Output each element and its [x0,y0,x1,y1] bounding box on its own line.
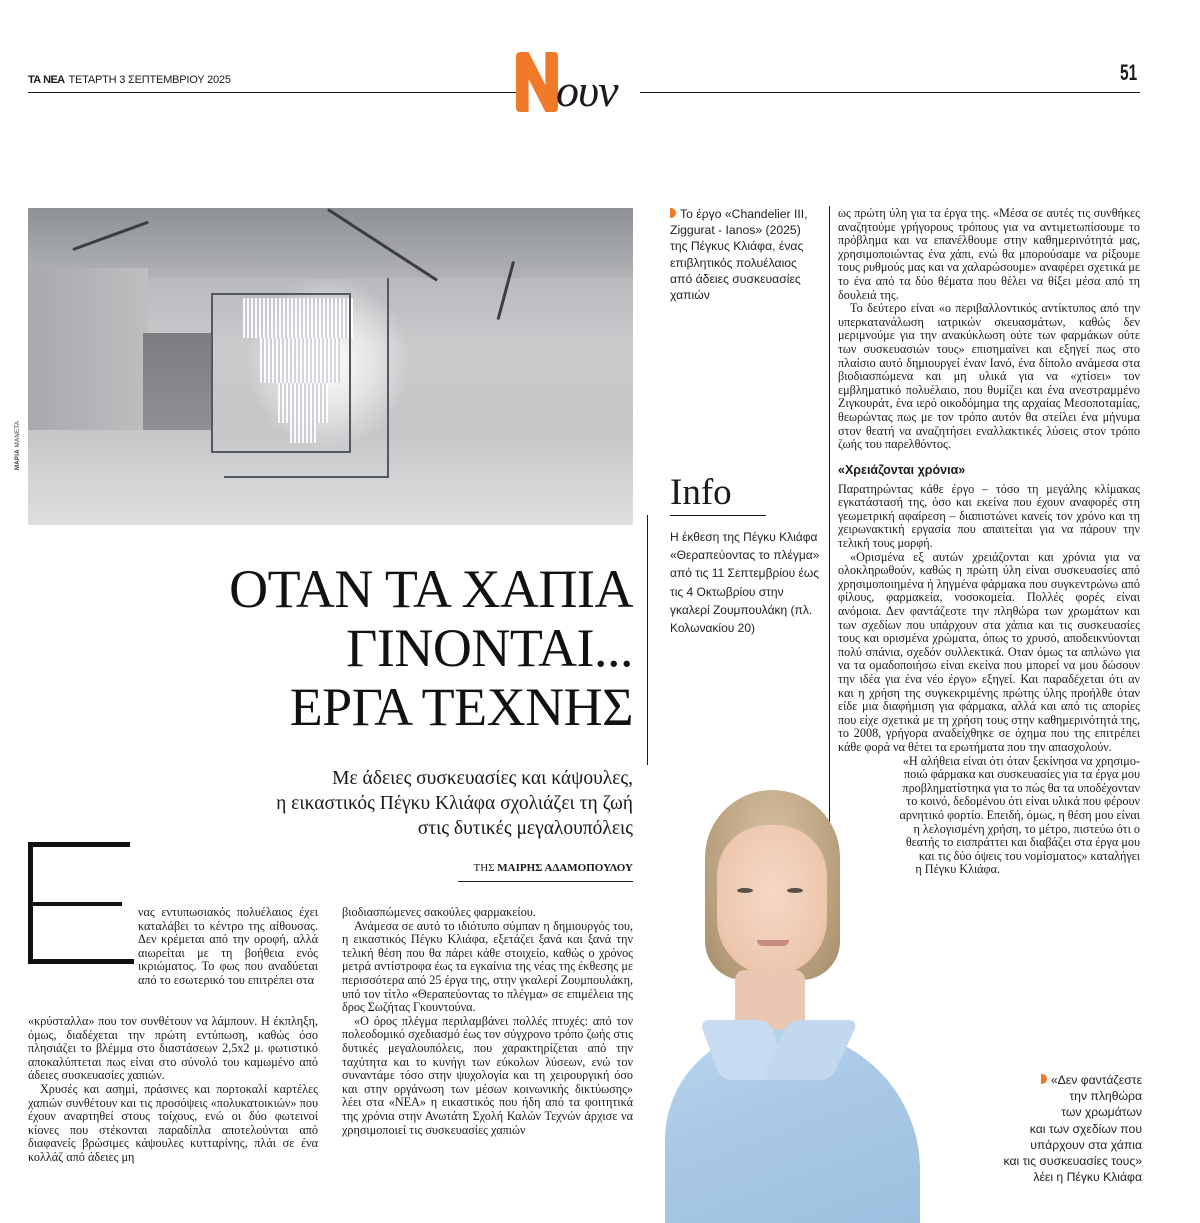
headline-line: ΟΤΑΝ ΤΑ ΧΑΠΙΑ [229,559,633,619]
column-divider [829,206,830,666]
issue-date: ΤΕΤΑΡΤΗ 3 ΣΕΠΤΕΜΒΡΙΟΥ 2025 [68,74,231,86]
body-line: και τις δύο όψεις του νομίσματος» καταλήγει [918,848,1140,863]
caption-text: Το έργο «Chandelier III, Ziggurat - Ianos» (2025) της Πέγκυς Κλιάφα, ένας επιβλητικός πολυέλαιος από άδειες συσκευασίες χαπιών [670,207,808,303]
pull-quote-line: και των σχεδίων που [1029,1121,1142,1136]
byline-author: ΜΑΙΡΗΣ ΑΔΑΜΟΠΟΥΛΟΥ [497,862,633,874]
body-line: θεατής το εισπράττει και διαβάζει στα έργα μου [905,835,1140,850]
pull-quote-line: «Δεν φαντάζεστε [1050,1073,1142,1087]
photo-credit-first: ΜΑΡΙΑ [15,449,21,470]
subheading: «Χρειάζονται χρόνια» [838,462,966,477]
info-text: Η έκθεση της Πέγκυ Κλιάφα «Θεραπεύοντας το πλέγμα» από τις 11 Σεπτεμβρίου έως τις 4 Οκτωβρίου στην γκαλερί Ζουμπουλάκη (πλ. Κολωνακίου 20) [670,530,820,636]
pull-quote-line: λέει η Πέγκυ Κλιάφα [1033,1170,1142,1185]
pull-quote [940,1072,1142,1185]
body-paragraph: «Ορισμένα εξ αυτών χρειάζονται και χρόνια για να ολοκληρωθούν, καθώς η πρώτη ύλη είναι συσκευασίες από χρησιμοποιημένα ή ληγμένα φάρμακα που συγκεντρώνω από φίλους, φαρμακεία, νοσοκομεία. Πολλές φορές είναι ανόμοια. Δεν φαντάζεστε την πληθώρα των χρωμάτων και των σχεδίων που υπάρχουν στα χάπια και τις συσκευασίες τους και ορισμένα χρώματα, όπως το χρυσό, αποδεικνύονται πολύ σπάνια, σχεδόν συλλεκτικά. Οταν όμως τα απλώνω για να τα ομαδοποιήσω είναι εκείνα που μπορεί να μου δώσουν την ιδέα για ένα νέο έργο» εξηγεί. Και παραδέχεται ότι αν και η χρήση της συγκεκριμένης πρώτης ύλης προήλθε όταν είδε μια διαφήμιση για φάρμακα, αλλά και από τις απορίες που είχε σχετικά με τη χρήση τους στην καθημερινότητά της, το 2008, γρήγορα αναδείχθηκε σε όχημα που της επιτρέπει κάθε φορά να θέτει τα ερωτήματα που την απασχολούν. [838,549,1140,754]
portrait-eye [737,888,753,893]
orange-bullet-icon [670,208,676,218]
body-paragraph: «Ο όρος πλέγμα περιλαμβάνει πολλές πτυχές: από τον πολεοδομικό σχεδιασμό έως τον σύγχρονο τρόπο ζωής στις δυτικές μεγαλουπόλεις, που χαρακτηρίζεται από την ταχύτητα και το κυνήγι των εύκολων λύσεων, ενώ τον συναντάμε τόσο στην ψυχολογία και τη χειρουργική όσο και στην οργάνωση των μέσων κοινωνικής δικτύωσης» λέει στα «ΝΕΑ» η εικαστικός που ήδη από τα φοιτητικά της χρόνια στην Ανωτάτη Σχολή Καλών Τεχνών άρχισε να χρησιμοποιεί τις συσκευασίες χαπιών [342,1013,633,1137]
orange-bullet-icon [1041,1074,1047,1084]
pull-quote-line: την πληθώρα [1069,1089,1142,1104]
standfirst [150,766,633,841]
byline [330,862,633,874]
pull-quote-line: υπάρχουν στα χάπια [1030,1137,1142,1152]
body-paragraph: «κρύσταλλα» που τον συνθέτουν να λάμπουν. Η έκπληξη, όμως, διαδέχεται την πρώτη εντύπωση, καθώς όσο πλησιάζει το βλέμμα στο διαστάσεων 2,5x2 μ. φωτιστικό αποκαλύπτεται πως είναι στο σύνολό του καμωμένο από άδειες συσκευασίες χαπιών. [28,1014,318,1083]
drop-cap-stroke [28,902,122,906]
body-column-1-lead [138,906,318,988]
headline-line: ΓΙΝΟΝΤΑΙ... [346,618,633,678]
body-column-3 [838,207,1140,877]
standfirst-line: η εικαστικός Πέγκυ Κλιάφα σχολιάζει τη ζωή [276,793,633,814]
pull-quote-line: και τις συσκευασίες τους» [1003,1154,1142,1169]
info-title: Info [670,472,732,513]
body-paragraph: βιοδιασπώμενες σακούλες φαρμακείου. [342,905,536,919]
body-column-1 [28,1015,318,1165]
info-rule [670,515,766,516]
photo-doorway [143,333,213,433]
photo-caption [670,206,820,303]
section-logo [516,52,656,116]
body-column-2 [342,906,633,1137]
section-logo-n-mark [516,52,558,112]
body-paragraph: νας εντυπωσιακός πολυέλαιος έχει καταλάβει το κέντρο της αίθουσας. Δεν κρέμεται από την οροφή, αλλά αιωρείται με τη βοήθεια ενός ικριώματος. Το φως που αναδύεται από το εσωτερικό του επιτρέπει στα [138,905,318,987]
drop-cap-stroke [28,959,134,964]
header-rule-left [28,92,526,93]
masthead-dateline [28,74,231,86]
scaffold-frame [224,278,389,478]
column-divider [647,515,648,765]
body-line: η Πέγκυ Κλιάφα. [915,862,1000,877]
body-line: «Η αλήθεια είναι ότι όταν ξεκίνησα να χρησιμο- [902,753,1140,768]
installation-photo [28,208,633,525]
byline-prefix: ΤΗΣ [473,862,495,874]
body-line: προβληματίστηκα για το πώς θα τα υποδέχονταν [902,780,1140,795]
portrait-eye [787,888,803,893]
pull-quote-line: των χρωμάτων [1061,1105,1142,1120]
body-paragraph: Χρυσές και ασημί, πράσινες και πορτοκαλί καρτέλες χαπιών συνθέτουν και τις προσόψεις «πολυκατοικιών» που έχουν αναρτηθεί στους τοίχους, ενώ οι δύο φωτεινοί κίονες που στέκονται παραδίπλα αποτελούνται από διαφανείς βρώσιμες κάψουλες κυτταρίνης, πλάι σε ένα κολλάζ από άδειες μη [28,1081,318,1164]
standfirst-line: Με άδειες συσκευασίες και κάψουλες, [332,768,633,789]
drop-cap-stroke [28,842,130,847]
photo-credit-last: ΜΑΝΕΤΑ [15,420,21,448]
artist-portrait [655,780,915,1223]
header-rule-right [640,92,1140,93]
portrait-mouth [757,940,789,946]
photo-credit [15,421,21,470]
headline-line: ΕΡΓΑ ΤΕΧΝΗΣ [289,677,633,737]
paper-name: ΤΑ ΝΕΑ [28,74,65,86]
body-line: το κοινό, δεδομένου ότι είναι υλικά που φέρουν [906,794,1140,809]
portrait-face [717,825,827,975]
page-number: 51 [1120,60,1138,85]
byline-rule [458,881,633,882]
body-line: η λελογισμένη χρήση, το μέτρο, πιστεύω ότι ο [913,821,1140,836]
body-paragraph: Ανάμεσα σε αυτό το ιδιότυπο σύμπαν η δημιουργός του, η εικαστικός Πέγκυ Κλιάφα, εξετάζει ξανά και ξανά την τελική θέση που θα πάρει κάθε στοιχείο, καθώς ο χρόνος μετρά αντίστροφα έως τα εγκαίνια της νέας της έκθεσης με περισσότερα από 25 έργα της, στην γκαλερί Ζουμπουλάκη, υπό τον τίτλο «Θεραπεύοντας το πλέγμα» σε επιμέλεια της δρος Σωζήτας Γκουντούνα. [342,918,633,1015]
body-line: αρνητικό φορτίο. Επειδή, όμως, η θέση μου είναι [899,807,1140,822]
body-paragraph: Το δεύτερο είναι «ο περιβαλλοντικός αντίκτυπος από την υπερκατανάλωση ιατρικών σκευασμάτων, καθώς δεν μεριμνούμε για την ανακύκλωση ούτε των φαρμάκων ούτε των συσκευασιών τους» επισημαίνει και εξηγεί πως στο πλαίσιο αυτό δημιουργεί έναν Ιανό, ένα δίπολο ανάμεσα στα βιοδιασπώμενα και μη υλικά για να «χτίσει» τον εμβληματικό πολυέλαιο, που θυμίζει και ένα ανεστραμμένο Ζιγκουράτ, ένα ιερό οικοδόμημα της αρχαίας Μεσοποταμίας, θεωρώντας πως με τον τρόπο αυτόν θα στείλει ένα μήνυμα στον θεατή να αναζητήσει εναλλακτικές λύσεις στον τρόπο ζωής του παρελθόντος. [838,301,1140,452]
standfirst-line: στις δυτικές μεγαλουπόλεις [417,818,633,839]
section-logo-text: ουν [556,65,618,116]
drop-cap-epsilon [28,842,134,964]
body-line: ποιώ φάρμακα και συσκευασίες για τα έργα μου [903,767,1140,782]
headline [100,560,633,737]
body-paragraph: ως πρώτη ύλη για τα έργα της. «Μέσα σε αυτές τις συνθήκες αναζητούμε γρήγορους τρόπους για να αντιμετωπίσουμε το πρόβλημα και να επανέλθουμε στην καθημερινότητά μας, χρησιμοποιώντας ένα χάπι, ενώ θα μπορούσαμε να ρίξουμε τους ρυθμούς μας και να χαλαρώσουμε» αναφέρει σχετικά με το ένα από τα δύο θέματα που θέλει να θίξει μέσα από τη δουλειά της. [838,206,1140,302]
body-paragraph: Παρατηρώντας κάθε έργο – τόσο τη μεγάλης κλίμακας εγκατάστασή της, όσο και εκείνα που έχουν αναφορές στη γεωμετρική αφαίρεση – διαπιστώνει κανείς τον χρόνο και τη χειρωνακτική εργασία που απαιτείται για να πάρουν την τελική τους μορφή. [838,481,1140,551]
